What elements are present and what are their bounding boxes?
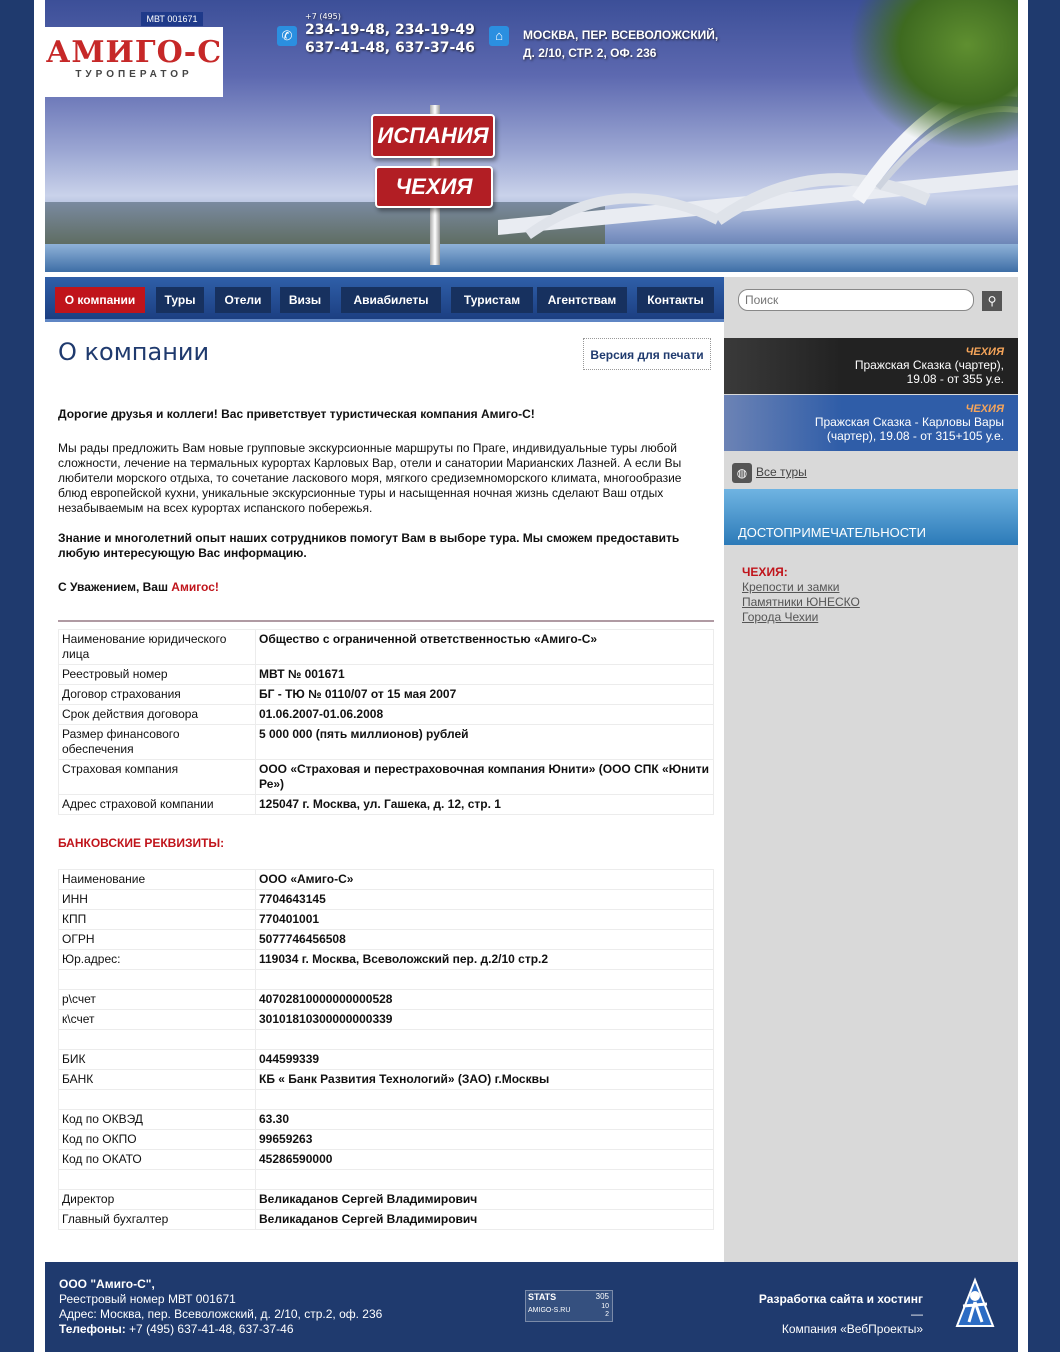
logo[interactable] (45, 27, 223, 97)
promo-prague-tale[interactable] (724, 338, 1018, 394)
logo-subtitle: ТУРОПЕРАТОР (75, 69, 193, 80)
field-label: ИНН (59, 890, 256, 910)
nav-about[interactable]: О компании (55, 287, 145, 313)
dev-company[interactable]: Компания «ВебПроекты» (781, 1322, 923, 1336)
nav-flights[interactable]: Авиабилеты (341, 287, 441, 313)
field-value (256, 1030, 714, 1050)
field-value: 40702810000000000528 (256, 990, 714, 1010)
field-label (59, 970, 256, 990)
nav-hotels[interactable]: Отели (215, 287, 271, 313)
all-tours-link[interactable]: Все туры (756, 465, 807, 480)
field-value: Великаданов Сергей Владимирович (256, 1210, 714, 1230)
nav-tours[interactable]: Туры (156, 287, 204, 313)
bank-row (59, 870, 714, 890)
bank-row (59, 930, 714, 950)
legal-info-table (58, 629, 714, 815)
river (45, 244, 1018, 272)
phone-line-1: 234-19-48, 234-19-49 (305, 22, 475, 38)
legal-row (59, 665, 714, 685)
field-value: 5077746456508 (256, 930, 714, 950)
palm-tree (848, 0, 1018, 150)
legal-row (59, 795, 714, 815)
field-value: КБ « Банк Развития Технологий» (ЗАО) г.Москвы (256, 1070, 714, 1090)
nav-agencies[interactable]: Агентствам (537, 287, 627, 313)
field-label: ОГРН (59, 930, 256, 950)
footer-reg: Реестровый номер МВТ 001671 (59, 1292, 236, 1306)
footer-company: ООО "Амиго-С", (59, 1277, 155, 1291)
magnifier-icon[interactable]: ⚲ (982, 291, 1002, 311)
field-label: БАНК (59, 1070, 256, 1090)
dev-dash: — (911, 1307, 923, 1321)
link-unesco[interactable]: Памятники ЮНЕСКО (742, 595, 860, 609)
field-label: Юр.адрес: (59, 950, 256, 970)
developer-credit (745, 1292, 923, 1337)
main-nav (45, 277, 724, 322)
field-value (256, 1170, 714, 1190)
legal-row (59, 685, 714, 705)
field-label (59, 1090, 256, 1110)
footer (45, 1262, 1018, 1352)
field-label (59, 1030, 256, 1050)
footer-address: Адрес: Москва, пер. Всеволожский, д. 2/10, стр.2, оф. 236 (59, 1307, 383, 1321)
legal-row (59, 630, 714, 665)
bank-details-heading: БАНКОВСКИЕ РЕКВИЗИТЫ: (58, 836, 225, 850)
bank-row (59, 1170, 714, 1190)
field-value: 45286590000 (256, 1150, 714, 1170)
field-label: Реестровый номер (59, 665, 256, 685)
nav-tourists[interactable]: Туристам (451, 287, 533, 313)
bank-row (59, 1050, 714, 1070)
field-label: Код по ОКВЭД (59, 1110, 256, 1130)
sign-czech[interactable]: ЧЕХИЯ (375, 166, 493, 208)
stats-count-2: 10 (601, 1303, 609, 1310)
bank-row (59, 1110, 714, 1130)
field-label (59, 1170, 256, 1190)
registry-badge: МВТ 001671 (141, 12, 203, 26)
bank-details-table (58, 869, 714, 1230)
bank-row (59, 1150, 714, 1170)
field-value: Великаданов Сергей Владимирович (256, 1190, 714, 1210)
bank-row (59, 950, 714, 970)
promo-line-1: Пражская Сказка (чартер), (854, 358, 1004, 372)
bank-row (59, 990, 714, 1010)
field-value (256, 970, 714, 990)
field-value: ООО «Амиго-С» (256, 870, 714, 890)
field-value: МВТ № 001671 (256, 665, 714, 685)
field-value: 125047 г. Москва, ул. Гашека, д. 12, стр. 1 (256, 795, 714, 815)
field-label: к\счет (59, 1010, 256, 1030)
all-tours (732, 463, 807, 483)
bank-row (59, 910, 714, 930)
field-value (256, 1090, 714, 1110)
field-label: Наименование (59, 870, 256, 890)
webprojects-logo[interactable] (949, 1276, 1001, 1332)
bank-row (59, 970, 714, 990)
search-input[interactable] (738, 289, 974, 311)
stats-site: AMIGO-S.RU (528, 1307, 571, 1314)
field-label: Наименование юридического лица (59, 630, 256, 665)
sidebar (724, 277, 1018, 1262)
field-value: 7704643145 (256, 890, 714, 910)
stats-count-1: 305 (595, 1292, 609, 1301)
header-address (523, 26, 718, 62)
field-label: Срок действия договора (59, 705, 256, 725)
stats-count-3: 2 (605, 1311, 609, 1318)
footer-phones-value: +7 (495) 637-41-48, 637-37-46 (125, 1322, 294, 1336)
field-value: Общество с ограниченной ответственностью «Амиго-С» (256, 630, 714, 665)
field-value: 770401001 (256, 910, 714, 930)
field-value: 99659263 (256, 1130, 714, 1150)
dev-label: Разработка сайта и хостинг (758, 1292, 923, 1306)
field-value: БГ - ТЮ № 0110/07 от 15 мая 2007 (256, 685, 714, 705)
czech-links (742, 565, 860, 625)
home-icon: ⌂ (489, 26, 509, 46)
field-value: 119034 г. Москва, Всеволожский пер. д.2/10 стр.2 (256, 950, 714, 970)
header-phones (305, 12, 475, 57)
field-label: Код по ОКПО (59, 1130, 256, 1150)
sights-banner[interactable]: ДОСТОПРИМЕЧАТЕЛЬНОСТИ (724, 489, 1018, 545)
promo-line-1: Пражская Сказка - Карловы Вары (814, 415, 1004, 429)
field-value: 5 000 000 (пять миллионов) рублей (256, 725, 714, 760)
promo-prague-karlovy-vary[interactable] (724, 395, 1018, 451)
legal-row (59, 705, 714, 725)
bank-row (59, 1210, 714, 1230)
field-value: 63.30 (256, 1110, 714, 1130)
stats-label: STATS (528, 1292, 557, 1302)
legal-row (59, 760, 714, 795)
phone-code: +7 (495) (305, 12, 341, 21)
bank-row (59, 1070, 714, 1090)
nav-contacts[interactable]: Контакты (637, 287, 714, 313)
globe-icon: ◍ (732, 463, 752, 483)
link-castles[interactable]: Крепости и замки (742, 580, 840, 594)
address-line-1: МОСКВА, ПЕР. ВСЕВОЛОЖСКИЙ, (523, 28, 719, 42)
page-title: О компании (58, 338, 210, 366)
promo-line-2: (чартер), 19.08 - от 315+105 у.е. (826, 429, 1004, 443)
field-value: 01.06.2007-01.06.2008 (256, 705, 714, 725)
field-label: Главный бухгалтер (59, 1210, 256, 1230)
field-label: Договор страхования (59, 685, 256, 705)
field-value: 044599339 (256, 1050, 714, 1070)
divider (58, 620, 714, 622)
link-cities[interactable]: Города Чехии (742, 610, 819, 624)
nav-visas[interactable]: Визы (280, 287, 330, 313)
sign-spain[interactable]: ИСПАНИЯ (371, 114, 495, 158)
field-label: Страховая компания (59, 760, 256, 795)
regards-brand: Амигос! (171, 580, 219, 594)
footer-phones (59, 1322, 382, 1337)
field-label: Размер финансового обеспечения (59, 725, 256, 760)
phone-line-2: 637-41-48, 637-37-46 (305, 40, 475, 56)
czech-heading: ЧЕХИЯ: (742, 565, 788, 579)
bank-row (59, 1130, 714, 1150)
phone-icon: ✆ (277, 26, 297, 46)
regards (58, 580, 708, 595)
page (34, 0, 1028, 1352)
bank-row (59, 890, 714, 910)
regards-text: С Уважением, Ваш (58, 580, 172, 594)
promo-line-2: 19.08 - от 355 у.е. (906, 372, 1004, 386)
footer-contacts (59, 1277, 382, 1337)
field-label: БИК (59, 1050, 256, 1070)
intro-paragraph: Мы рады предложить Вам новые групповые экскурсионные маршруты по Праге, индивидуальные туры любой сложности, лечение на термальных курортах Карловых Вар, отели и санатории Марианских Лазней. А если Вы любители морского отдыха, то сочетание ласкового моря, мягкого средиземноморского климата, многообразие блюд европейской кухни, уникальные экскурсионные туры и насыщенная ночная жизнь сделают Ваш отдых незабываемым на всех курортах испанского побережья. (58, 441, 682, 515)
logo-name: АМИГО-С (45, 35, 223, 70)
address-line-2: Д. 2/10, СТР. 2, ОФ. 236 (523, 46, 657, 60)
print-version-button[interactable]: Версия для печати (583, 338, 711, 370)
bank-row (59, 1090, 714, 1110)
field-value: 30101810300000000339 (256, 1010, 714, 1030)
greeting: Дорогие друзья и коллеги! Вас приветствует туристическая компания Амиго-С! (58, 407, 535, 421)
promo-country: ЧЕХИЯ (965, 403, 1004, 415)
promo-country: ЧЕХИЯ (965, 346, 1004, 358)
field-label: р\счет (59, 990, 256, 1010)
field-label: Код по ОКАТО (59, 1150, 256, 1170)
field-label: КПП (59, 910, 256, 930)
legal-row (59, 725, 714, 760)
field-label: Директор (59, 1190, 256, 1210)
footer-phones-label: Телефоны: (59, 1322, 126, 1336)
field-label: Адрес страховой компании (59, 795, 256, 815)
bank-row (59, 1010, 714, 1030)
bank-row (59, 1030, 714, 1050)
header-banner (45, 0, 1018, 272)
bank-row (59, 1190, 714, 1210)
field-value: ООО «Страховая и перестраховочная компания Юнити» (ООО СПК «Юнити Ре») (256, 760, 714, 795)
stats-counter[interactable] (525, 1290, 613, 1322)
experience-paragraph: Знание и многолетний опыт наших сотрудников помогут Вам в выборе тура. Мы сможем предоставить любую интересующую Вас информацию. (58, 531, 680, 560)
